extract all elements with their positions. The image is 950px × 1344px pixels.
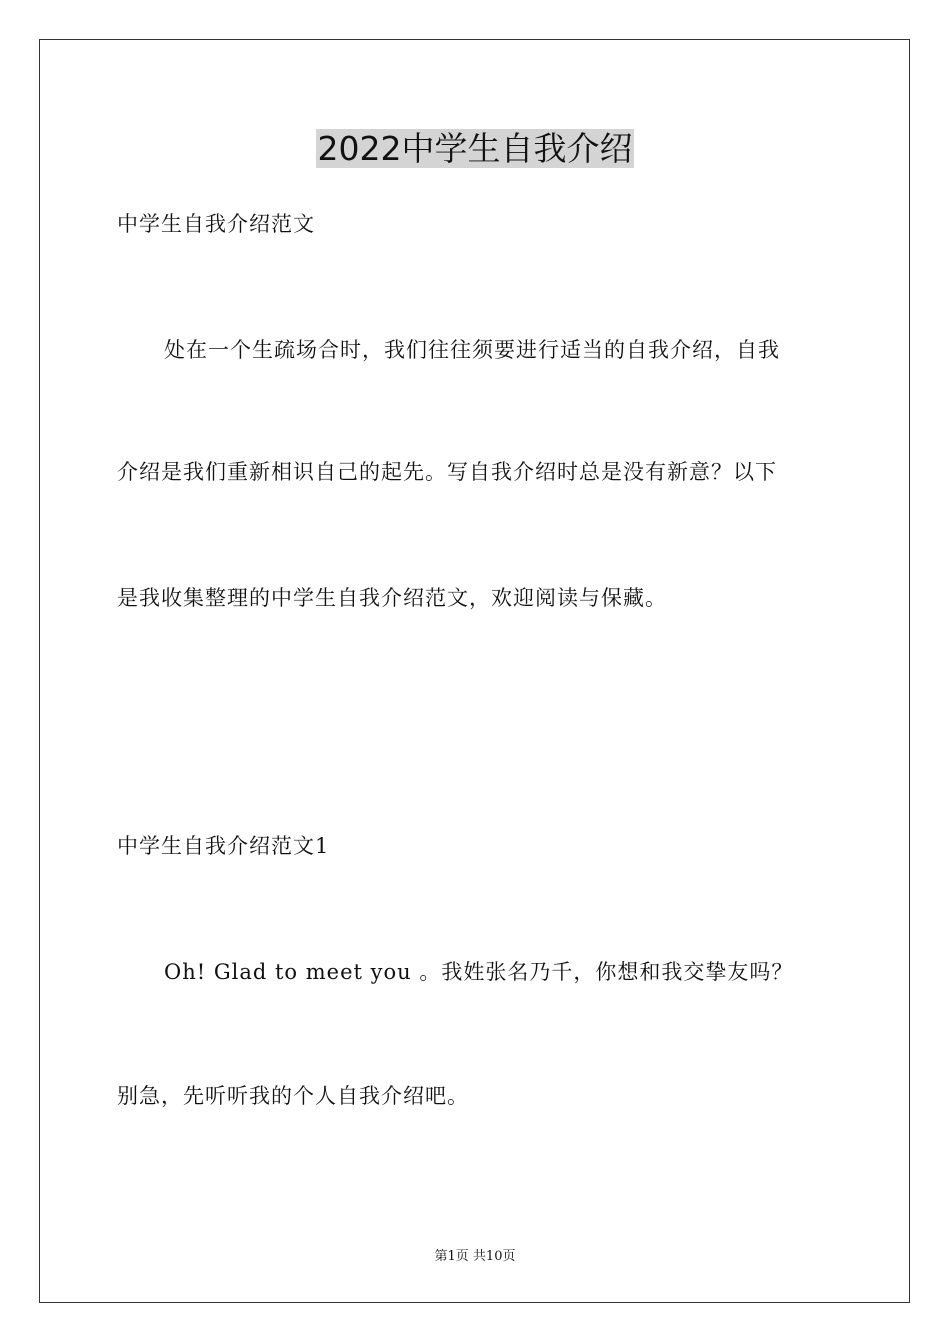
document-title-text: 2022中学生自我介绍 [317, 129, 633, 168]
intro-paragraph-line-3: 是我收集整理的中学生自我介绍范文，欢迎阅读与保藏。 [117, 586, 667, 610]
section-paragraph-line-2: 别急，先听听我的个人自我介绍吧。 [117, 1084, 469, 1108]
page-footer: 第1页 共10页 [434, 1249, 516, 1264]
section-paragraph-line-1: Oh! Glad to meet you 。我姓张名乃千，你想和我交挚友吗？ [164, 960, 794, 984]
intro-paragraph-line-1: 处在一个生疏场合时，我们往往须要进行适当的自我介绍，自我 [164, 338, 780, 362]
section-heading: 中学生自我介绍范文1 [117, 834, 330, 858]
intro-paragraph-line-2: 介绍是我们重新相识自己的起先。写自我介绍时总是没有新意？以下 [117, 460, 777, 484]
document-title [0, 124, 950, 174]
subheading: 中学生自我介绍范文 [117, 212, 315, 236]
